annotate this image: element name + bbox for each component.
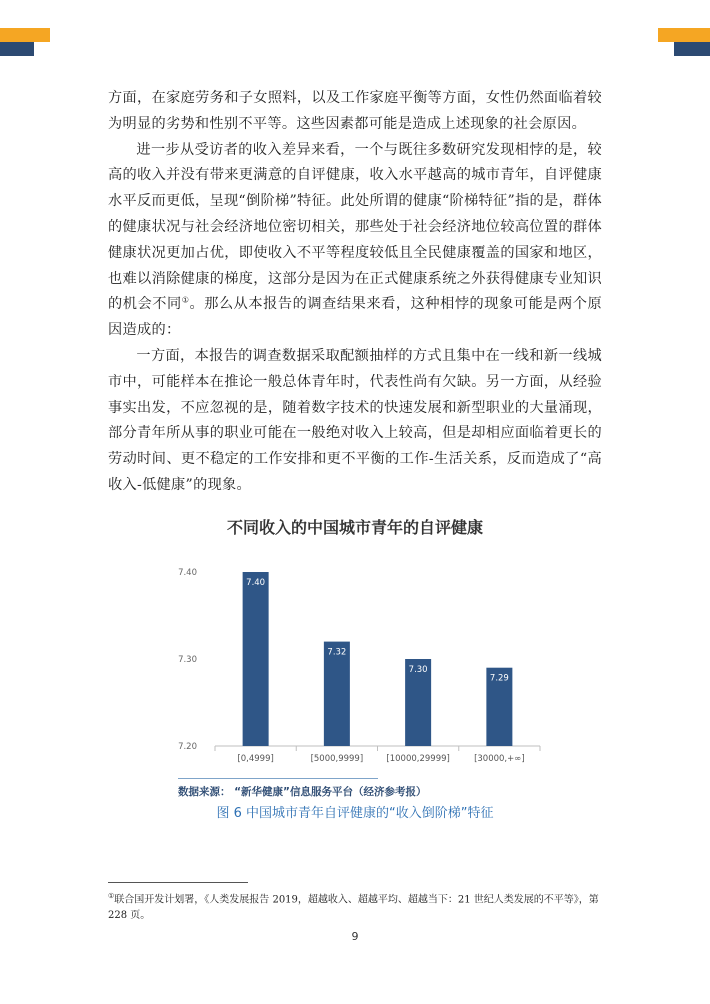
corner-decoration-left bbox=[0, 28, 50, 56]
body-text bbox=[108, 86, 602, 499]
bar-value-label: 7.29 bbox=[489, 673, 509, 684]
bar bbox=[243, 572, 269, 746]
y-tick-label: 7.40 bbox=[178, 568, 197, 578]
footnote bbox=[108, 888, 602, 924]
paragraph-3: 一方面，本报告的调查数据采取配额抽样的方式且集中在一线和新一线城市中，可能样本在推论一般总体青年时，代表性尚有欠缺。另一方面，从经验事实出发，不应忽视的是，随着数字技术的快速发展和新型职业的大量涌现，部分青年所从事的职业可能在一般绝对收入上较高，但是却相应面临着更长的劳动时间、更不稳定的工作安排和更不平衡的工作-生活关系，反而造成了“高收入-低健康”的现象。 bbox=[108, 347, 602, 493]
bar-value-label: 7.30 bbox=[408, 665, 428, 675]
orange-block bbox=[658, 28, 710, 42]
navy-block bbox=[0, 42, 34, 56]
x-tick-label: [5000,9999] bbox=[310, 754, 364, 764]
bar-value-label: 7.40 bbox=[246, 578, 266, 588]
source-rule bbox=[178, 778, 378, 779]
bar-chart bbox=[170, 550, 550, 775]
paragraph-1: 方面，在家庭劳务和子女照料，以及工作家庭平衡等方面，女性仍然面临着较为明显的劣势和性别不平等。这些因素都可能是造成上述现象的社会原因。 bbox=[108, 90, 602, 132]
paragraph-2-text: 进一步从受访者的收入差异来看，一个与既往多数研究发现相悖的是，较高的收入并没有带来更满意的自评健康，收入水平越高的城市青年，自评健康水平反而更低，呈现“倒阶梯”特征。此处所谓的健康“阶梯特征”指的是，群体的健康状况与社会经济地位密切相关，那些处于社会经济地位较高位置的群体健康状况更加占优，即使收入不平等程度较低且全民健康覆盖的国家和地区，也难以消除健康的梯度，这部分是因为在正式健康系统之外获得健康专业知识的机会不同 bbox=[108, 141, 602, 313]
x-tick-label: [0,4999] bbox=[237, 754, 274, 764]
orange-block bbox=[0, 28, 50, 42]
page-number: 9 bbox=[351, 930, 359, 943]
footnote-marker: ① bbox=[108, 892, 115, 900]
chart-title: 不同收入的中国城市青年的自评健康 bbox=[226, 518, 483, 537]
navy-block bbox=[674, 42, 710, 56]
x-tick-label: [10000,29999] bbox=[386, 754, 450, 764]
x-tick-label: [30000,+∞] bbox=[474, 754, 525, 764]
footnote-rule bbox=[108, 882, 248, 883]
y-tick-label: 7.30 bbox=[178, 655, 197, 665]
bar-value-label: 7.32 bbox=[327, 647, 347, 658]
figure-caption: 图 6 中国城市青年自评健康的“收入倒阶梯”特征 bbox=[216, 806, 494, 821]
data-source: 数据来源： “新华健康”信息服务平台（经济参考报） bbox=[178, 786, 427, 798]
paragraph-2-tail: 。那么从本报告的调查结果来看，这种相悖的现象可能是两个原因造成的： bbox=[108, 296, 602, 339]
corner-decoration-right bbox=[658, 28, 710, 56]
footnote-marker[interactable]: ① bbox=[181, 295, 190, 305]
y-tick-label: 7.20 bbox=[178, 742, 197, 752]
paragraph-2 bbox=[108, 138, 602, 344]
footnote-text: 联合国开发计划署，《人类发展报告 2019，超越收入、超越平均、超越当下：21 世纪人类发展的不平等》，第 228 页。 bbox=[108, 894, 599, 922]
